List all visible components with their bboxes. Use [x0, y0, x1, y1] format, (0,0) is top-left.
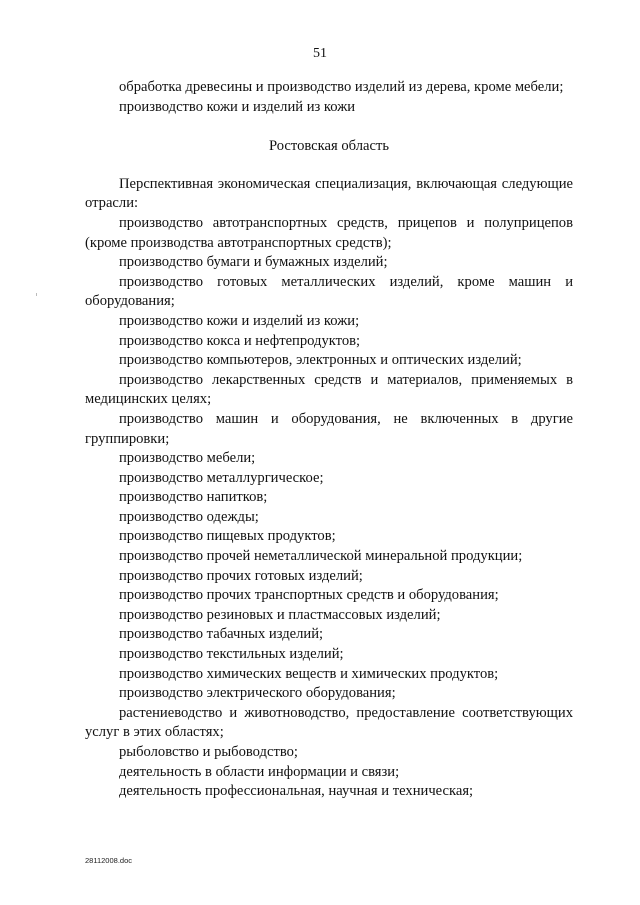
- list-item: рыболовство и рыбоводство;: [119, 744, 298, 760]
- list-item: производство табачных изделий;: [119, 626, 324, 643]
- page-number: 51: [313, 46, 327, 61]
- list-item: производство электрического оборудования;: [119, 685, 396, 702]
- list-item: производство кокса и нефтепродуктов;: [119, 332, 361, 349]
- list-item: производство лекарственных средств и материалов, применяемых в медицинских целях;: [85, 371, 573, 408]
- list-item: производство одежды;: [119, 508, 259, 525]
- list-item: производство металлургическое;: [119, 469, 324, 486]
- document-body: [85, 78, 573, 802]
- list-item: производство компьютеров, электронных и оптических изделий;: [119, 352, 522, 369]
- list-item: производство пищевых продуктов;: [119, 528, 336, 545]
- specialization-list: [85, 214, 573, 802]
- list-item: производство готовых металлических изделий, кроме машин и оборудования;: [85, 273, 573, 310]
- list-item: производство прочих готовых изделий;: [119, 567, 363, 584]
- list-item: деятельность профессиональная, научная и техническая;: [119, 783, 474, 800]
- section-heading: Ростовская область: [269, 138, 389, 155]
- list-item: производство кожи и изделий из кожи;: [119, 312, 360, 329]
- list-item: производство напитков;: [119, 489, 268, 506]
- scan-speck: [36, 293, 37, 296]
- footer-filename: 28112008.doc: [85, 856, 132, 865]
- list-item: производство резиновых и пластмассовых изделий;: [119, 606, 441, 623]
- intro-paragraph: Перспективная экономическая специализация, включающая следующие отрасли:: [85, 175, 573, 212]
- list-item: деятельность в области информации и связи;: [119, 763, 400, 780]
- list-item: производство мебели;: [119, 450, 256, 467]
- list-item: производство машин и оборудования, не включенных в другие группировки;: [85, 410, 573, 447]
- paragraph: обработка древесины и производство изделий из дерева, кроме мебели;: [119, 79, 564, 95]
- list-item: производство химических веществ и химических продуктов;: [119, 665, 499, 682]
- paragraph: производство кожи и изделий из кожи: [119, 98, 356, 115]
- list-item: растениеводство и животноводство, предоставление соответствующих услуг в этих областях;: [85, 704, 573, 741]
- list-item: производство бумаги и бумажных изделий;: [119, 254, 388, 271]
- list-item: производство прочих транспортных средств и оборудования;: [119, 587, 499, 604]
- list-item: производство автотранспортных средств, прицепов и полуприцепов (кроме производства автотранспортных средств);: [85, 214, 573, 251]
- list-item: производство текстильных изделий;: [119, 646, 344, 663]
- list-item: производство прочей неметаллической минеральной продукции;: [119, 548, 523, 565]
